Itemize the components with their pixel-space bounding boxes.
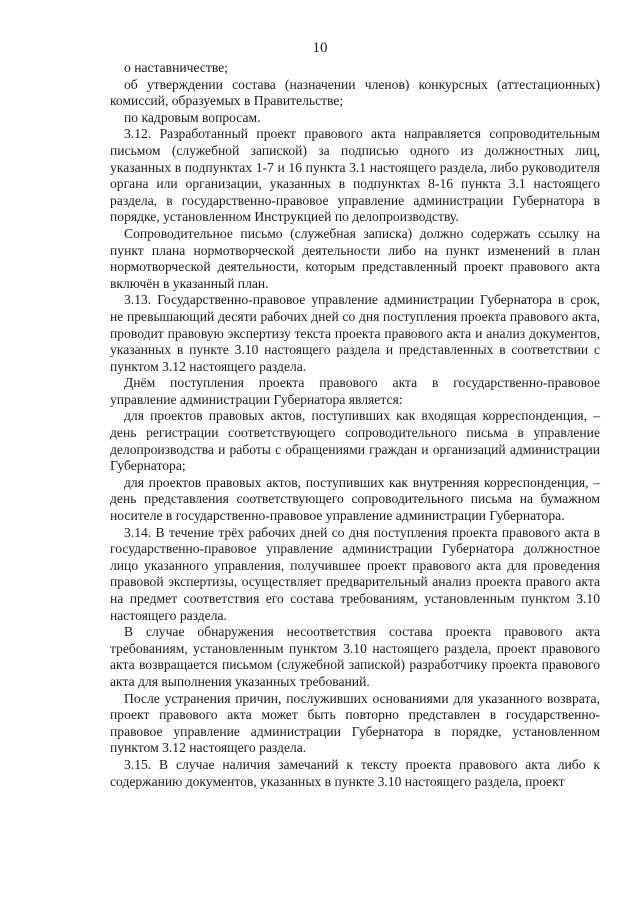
paragraph: После устранения причин, послуживших основаниями для указанного возврата, проект правового акта может быть повторно представлен в государственно-правовое управление администрации Губернатора в порядке, установленном пунктом 3.12 настоящего раздела.	[110, 690, 600, 756]
paragraph: для проектов правовых актов, поступивших как входящая корреспонденция, – день регистрации соответствующего сопроводительного письма в управление делопроизводства и работы с обращениями граждан и организаций администрации Губернатора;	[110, 408, 600, 474]
paragraph: Днём поступления проекта правового акта в государственно-правовое управление администрации Губернатора является:	[110, 375, 600, 407]
paragraph: 3.15. В случае наличия замечаний к тексту проекта правового акта либо к содержанию документов, указанных в пункте 3.10 настоящего раздела, проект	[110, 756, 600, 789]
paragraph: 3.13. Государственно-правовое управление администрации Губернатора в срок, не превышающий десяти рабочих дней со дня поступления проекта правового акта, проводит правовую экспертизу текста проекта правового акта и анализ документов, указанных в пункте 3.10 настоящего раздела и представленных в соответствии с пунктом 3.12 настоящего раздела.	[110, 292, 600, 374]
paragraph: 3.12. Разработанный проект правового акта направляется сопроводительным письмом (служебной запиской) за подписью одного из должностных лиц, указанных в подпунктах 1-7 и 16 пункта 3.1 настоящего раздела, либо руководителя органа или организации, указанных в подпунктах 8-16 пункта 3.1 настоящего раздела, в государственно-правовое управление администрации Губернатора в порядке, установленном Инструкцией по делопроизводству.	[110, 126, 600, 225]
document-body	[110, 60, 600, 790]
paragraph: по кадровым вопросам.	[124, 109, 261, 125]
paragraph: 3.14. В течение трёх рабочих дней со дня поступления проекта правового акта в государственно-правовое управление администрации Губернатора должностное лицо указанного управления, получившее проект правового акта для проведения правовой экспертизы, осуществляет предварительный анализ проекта правого акта на предмет соответствия его состава требованиям, установленным пунктом 3.10 настоящего раздела.	[110, 524, 600, 623]
page-number: 10	[312, 40, 328, 56]
paragraph: В случае обнаружения несоответствия состава проекта правового акта требованиям, установленным пунктом 3.10 настоящего раздела, проект правового акта возвращается письмом (служебной запиской) разработчику проекта правового акта для выполнения указанных требований.	[110, 624, 600, 689]
paragraph: для проектов правовых актов, поступивших как внутренняя корреспонденция, – день представления соответствующего сопроводительного письма на бумажном носителе в государственно-правовое управление администрации Губернатора.	[110, 474, 600, 524]
paragraph: о наставничестве;	[124, 60, 228, 75]
paragraph: об утверждении состава (назначении членов) конкурсных (аттестационных) комиссий, образуемых в Правительстве;	[110, 76, 600, 109]
paragraph: Сопроводительное письмо (служебная записка) должно содержать ссылку на пункт плана нормотворческой деятельности либо на пункт изменений в план нормотворческой деятельности, которым представленный проект правового акта включён в указанный план.	[110, 225, 600, 291]
